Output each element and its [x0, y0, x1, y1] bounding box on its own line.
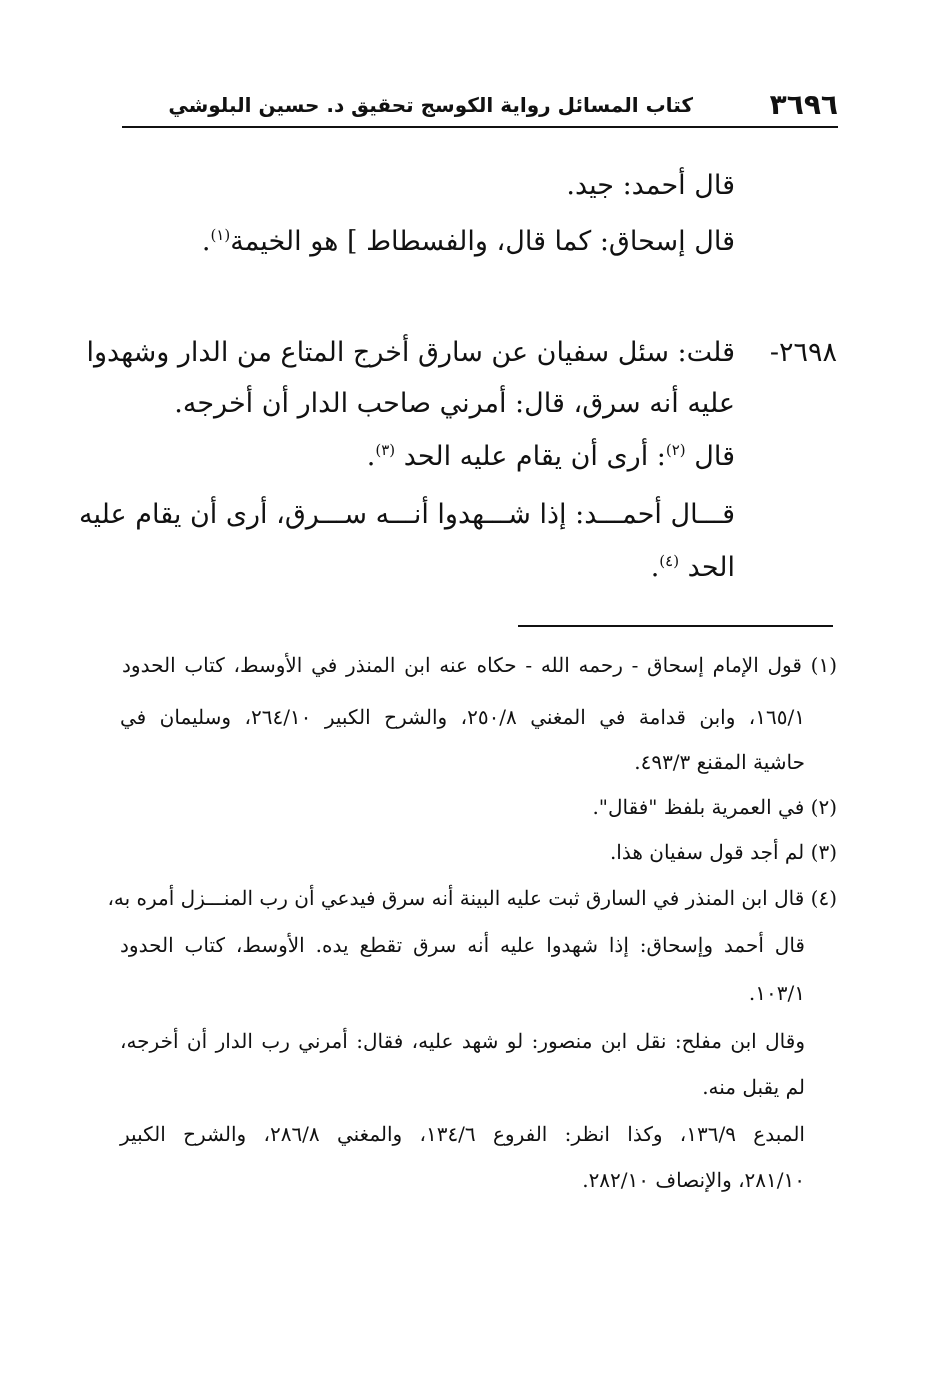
footnote-ref-1: (١)	[210, 226, 231, 244]
footnote-4-line-1-text: (٤) قال ابن المنذر في السارق ثبت عليه البينة أنه سرق فيدعي أن رب المنـــزل أمره به،	[107, 886, 837, 910]
body-line-5-end: .	[366, 441, 376, 472]
body-line-6-text: قـــال أحمـــد: إذا شـــهدوا أنـــه ســـرق، أرى أن يقام عليه	[79, 499, 735, 530]
body-line-2-text: قال إسحاق: كما قال، والفسطاط ] هو الخيمة	[230, 226, 735, 257]
running-title: كتاب المسائل رواية الكوسج تحقيق د. حسين البلوشي	[168, 93, 693, 117]
body-line-6	[79, 495, 735, 535]
footnote-separator	[518, 625, 833, 627]
footnote-4-line-2-text: قال أحمد وإسحاق: إذا شهدوا عليه أنه سرق تقطع يده. الأوسط، كتاب الحدود	[120, 933, 805, 957]
footnote-4-line-3	[749, 978, 805, 1008]
footnote-4-line-7-text: ٢٨١/١٠، والإنصاف ٢٨٢/١٠.	[582, 1168, 805, 1192]
body-line-2-end: .	[201, 226, 211, 257]
footnote-1-line-2	[120, 702, 805, 732]
footnote-1-line-3-text: حاشية المقنع ٤٩٣/٣.	[634, 750, 805, 774]
header-rule	[122, 126, 838, 128]
body-line-4-text: عليه أنه سرق، قال: أمرني صاحب الدار أن أخرجه.	[174, 388, 735, 419]
body-line-7	[651, 548, 735, 588]
footnote-4-line-5-text: لم يقبل منه.	[702, 1075, 805, 1099]
footnote-1-line-2-text: ١٦٥/١، وابن قدامة في المغني ٢٥٠/٨، والشرح الكبير ٢٦٤/١٠، وسليمان في	[120, 705, 805, 729]
page-number: ٣٦٩٦	[769, 88, 838, 121]
footnote-ref-2: (٢)	[665, 441, 686, 459]
footnote-2	[592, 792, 837, 822]
footnote-4-line-4	[120, 1026, 805, 1056]
body-line-1-text: قال أحمد: جيد.	[566, 170, 735, 201]
footnote-4-line-3-text: ١٠٣/١.	[748, 981, 805, 1005]
footnote-4-line-1	[107, 883, 837, 913]
footnote-2-text: (٢) في العمرية بلفظ "فقال".	[592, 795, 837, 819]
body-line-5	[367, 437, 735, 477]
entry-number: ٢٦٩٨-	[769, 337, 837, 368]
body-line-2	[202, 222, 735, 262]
body-line-3	[86, 333, 735, 373]
body-line-5-b: : أرى أن يقام عليه الحد	[395, 441, 666, 472]
footnote-3-text: (٣) لم أجد قول سفيان هذا.	[609, 840, 837, 864]
body-line-3-text: قلت: سئل سفيان عن سارق أخرج المتاع من الدار وشهدوا	[86, 337, 735, 368]
footnote-4-line-6	[120, 1119, 805, 1149]
footnote-1-line-3	[634, 747, 805, 777]
body-line-5-a: قال	[685, 441, 735, 472]
body-line-1	[566, 166, 735, 206]
body-line-7-end: .	[650, 552, 660, 583]
footnote-4-line-5	[702, 1072, 805, 1102]
body-line-7-text: الحد	[679, 552, 735, 583]
page-header	[122, 88, 838, 128]
footnote-4-line-2	[120, 930, 805, 960]
footnote-4-line-6-text: المبدع ١٣٦/٩، وكذا انظر: الفروع ١٣٤/٦، والمغني ٢٨٦/٨، والشرح الكبير	[120, 1122, 805, 1146]
body-line-4	[174, 384, 735, 424]
footnote-1-line-1-text: (١) قول الإمام إسحاق - رحمه الله - حكاه عنه ابن المنذر في الأوسط، كتاب الحدود	[122, 653, 837, 677]
footnote-4-line-4-text: وقال ابن مفلح: نقل ابن منصور: لو شهد عليه، فقال: أمرني رب الدار أن أخرجه،	[120, 1029, 805, 1053]
footnote-ref-4: (٤)	[659, 552, 680, 570]
footnote-3	[610, 837, 837, 867]
footnote-ref-3: (٣)	[375, 441, 396, 459]
footnote-1-line-1	[122, 650, 837, 680]
footnote-4-line-7	[582, 1165, 805, 1195]
